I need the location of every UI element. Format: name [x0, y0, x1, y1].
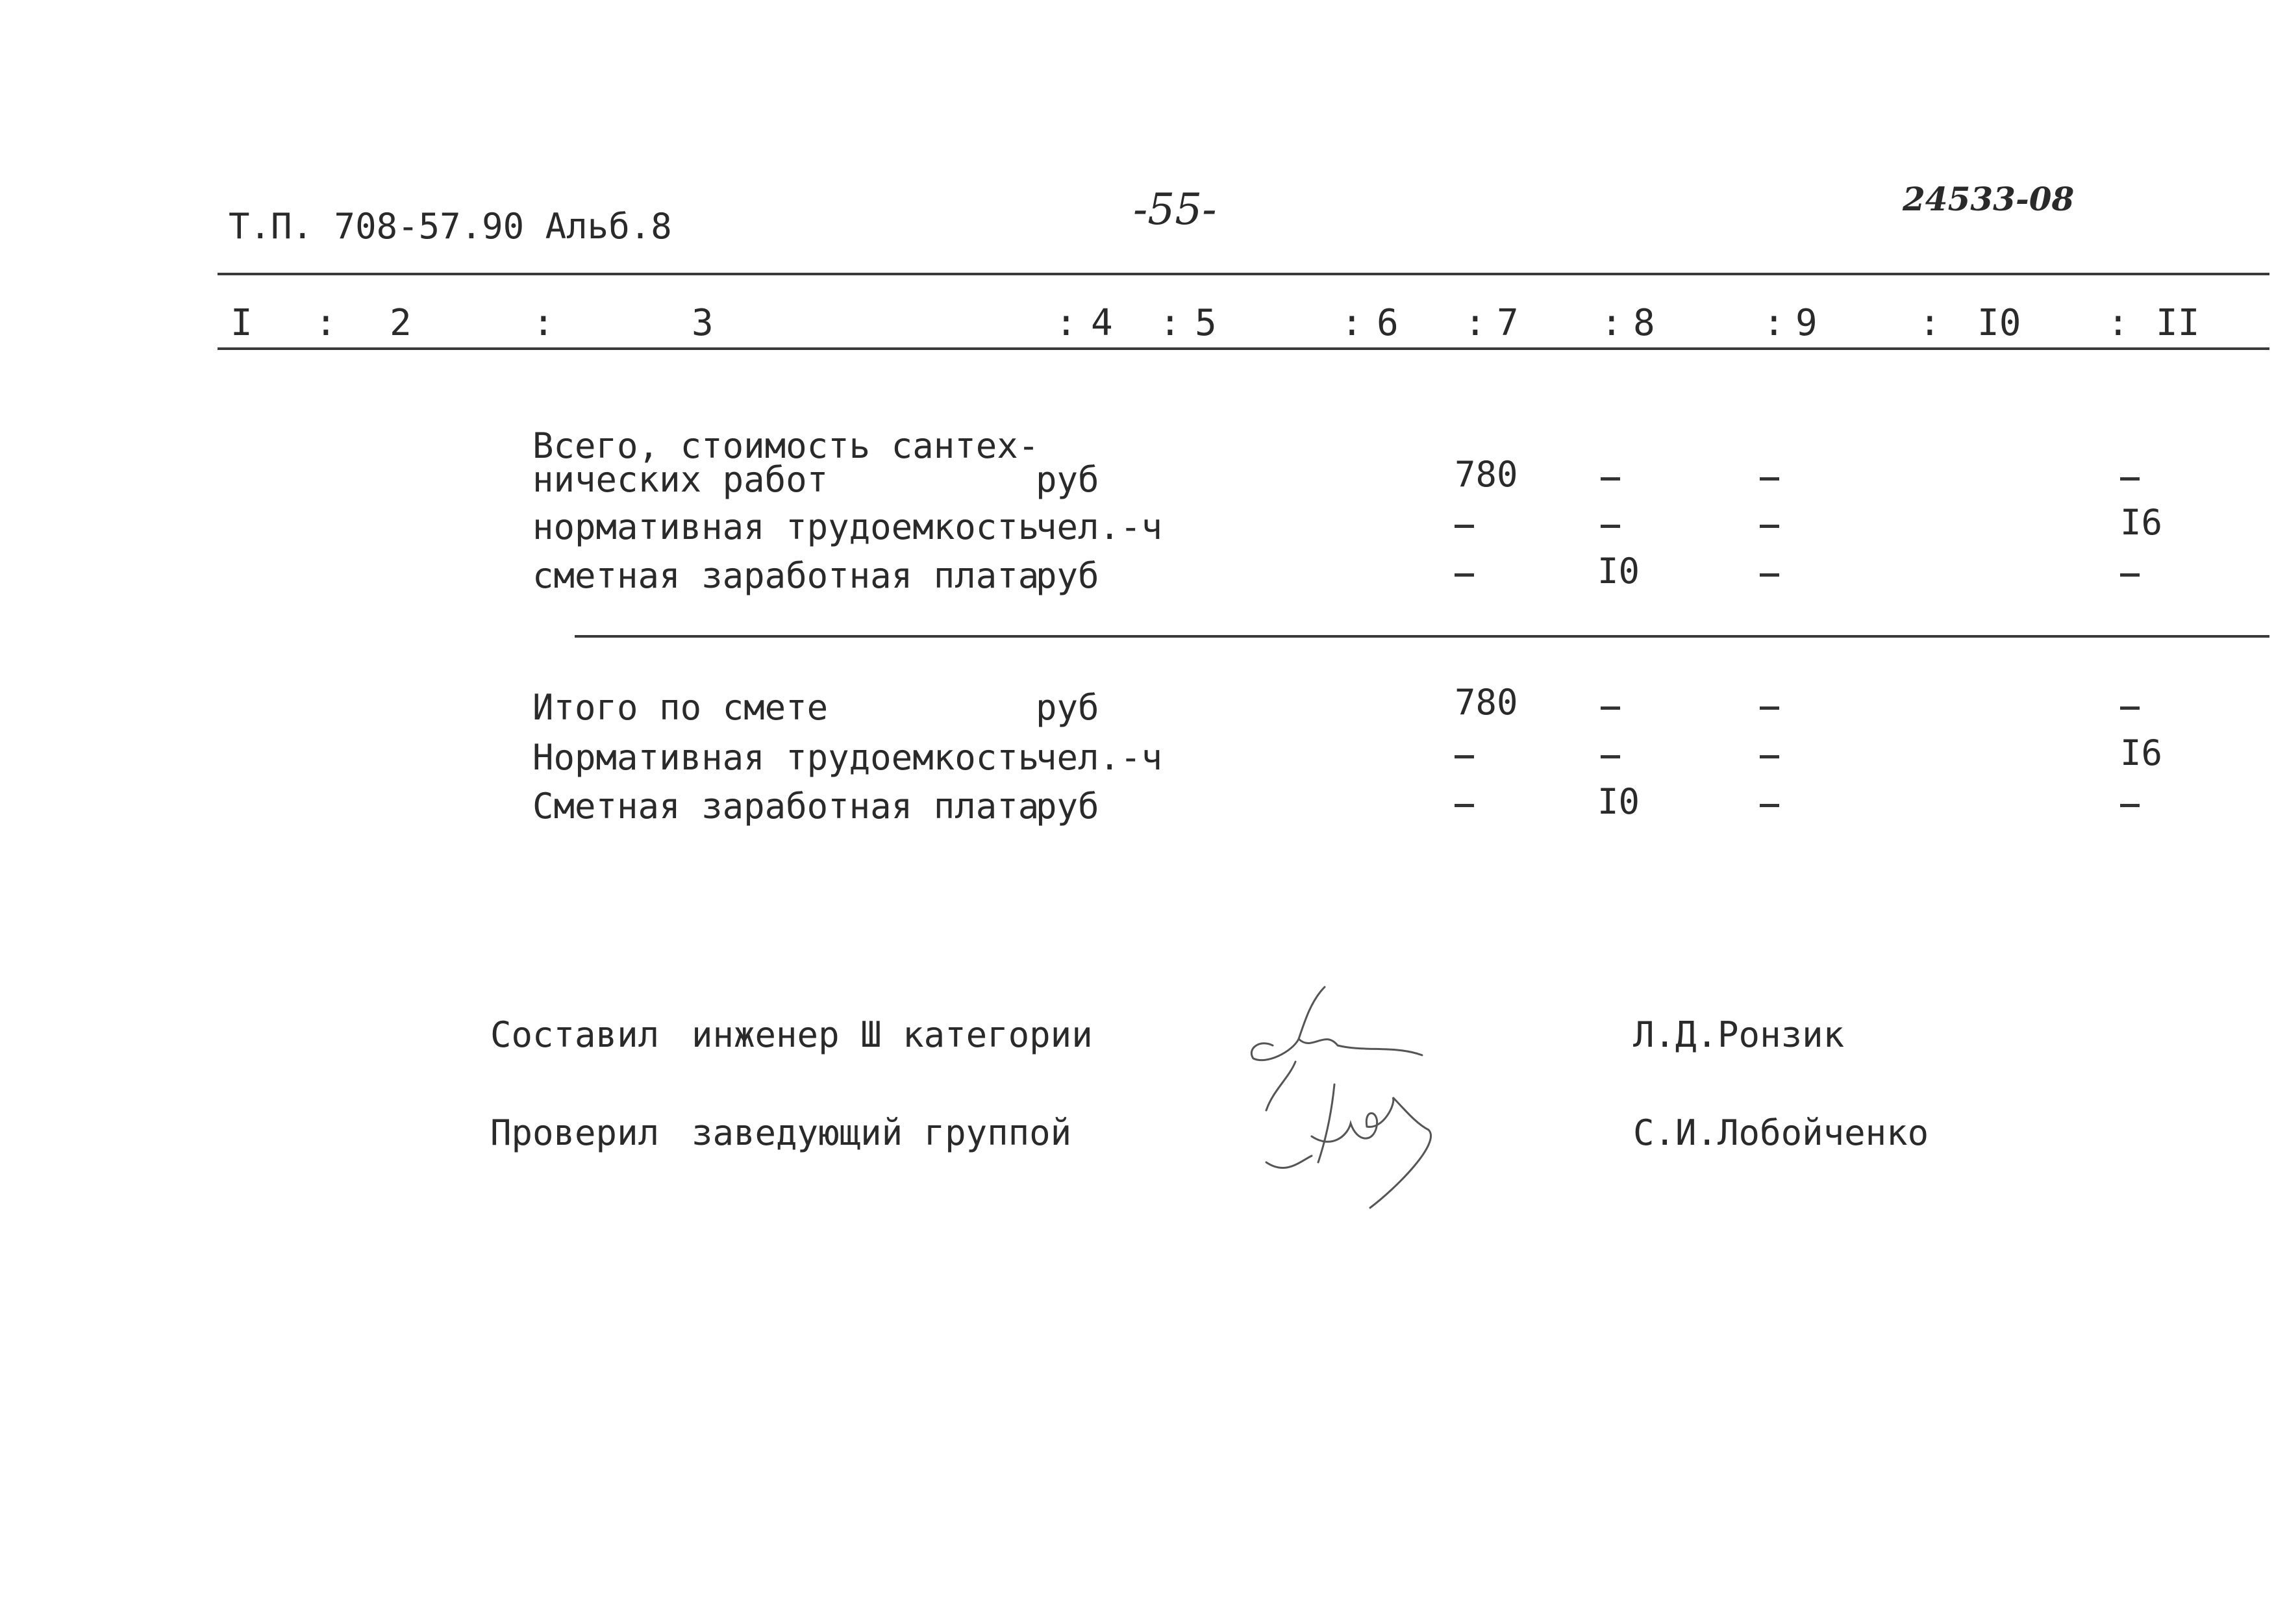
row-label: Нормативная трудоемкость — [532, 737, 1040, 778]
row-unit: чел.-ч — [1036, 506, 1163, 547]
row-label: сметная заработная плата — [532, 555, 1040, 596]
page-number: -55- — [1133, 184, 1217, 234]
cell-col11: I6 — [2120, 732, 2163, 773]
cell-col9-dash — [1760, 804, 1779, 807]
cell-col7-dash — [1455, 755, 1474, 758]
document-reference: Т.П. 708-57.90 Альб.8 — [229, 206, 672, 247]
column-number: 3 — [692, 302, 714, 344]
cell-col9-dash — [1760, 573, 1779, 577]
cell-col7-dash — [1455, 525, 1474, 528]
compiled-name: Л.Д.Ронзик — [1633, 1014, 1845, 1055]
cell-col9-dash — [1760, 477, 1779, 481]
column-separator: : — [2107, 302, 2129, 344]
compiled-role: инженер Ш категории — [692, 1014, 1093, 1055]
cell-col7-dash — [1455, 573, 1474, 577]
cell-col7: 780 — [1455, 682, 1518, 723]
section-divider — [575, 635, 2269, 638]
cell-col7: 780 — [1455, 454, 1518, 495]
row-unit: руб — [1036, 786, 1099, 827]
column-separator: : — [1341, 302, 1363, 344]
column-separator: : — [1919, 302, 1941, 344]
cell-col8-dash — [1601, 706, 1620, 710]
column-separator: : — [1159, 302, 1181, 344]
cell-col9-dash — [1760, 706, 1779, 710]
column-number: 4 — [1091, 302, 1113, 344]
column-number: 7 — [1497, 302, 1519, 344]
row-unit: руб — [1036, 555, 1099, 596]
cell-col8-dash — [1601, 525, 1620, 528]
column-number: 8 — [1633, 302, 1655, 344]
column-separator: : — [1464, 302, 1486, 344]
cell-col11: I6 — [2120, 502, 2163, 543]
compiled-label: Составил — [490, 1014, 660, 1055]
column-number: I0 — [1977, 302, 2021, 344]
document-code: 24533-08 — [1903, 180, 2075, 218]
column-separator: : — [1763, 302, 1785, 344]
column-number: 2 — [390, 302, 412, 344]
checked-name: С.И.Лобойченко — [1633, 1112, 1929, 1153]
column-number: 9 — [1795, 302, 1818, 344]
checked-label: Проверил — [490, 1112, 660, 1153]
column-separator: : — [315, 302, 337, 344]
handwritten-signatures — [1234, 968, 1558, 1227]
cell-col8: I0 — [1597, 551, 1640, 592]
row-unit: руб — [1036, 687, 1099, 728]
row-label: Всего, стоимость сантех- — [532, 425, 1040, 466]
row-label: нических работ — [532, 459, 829, 500]
column-separator: : — [1055, 302, 1077, 344]
cell-col11-dash — [2120, 706, 2140, 710]
row-label: нормативная трудоемкость — [532, 506, 1040, 547]
column-number: 6 — [1377, 302, 1399, 344]
header-bottom-rule — [218, 347, 2269, 350]
cell-col7-dash — [1455, 804, 1474, 807]
column-separator: : — [1601, 302, 1623, 344]
checked-role: заведующий группой — [692, 1112, 1072, 1153]
row-label: Сметная заработная плата — [532, 786, 1040, 827]
row-label: Итого по смете — [532, 687, 829, 728]
cell-col8-dash — [1601, 477, 1620, 481]
header-top-rule — [218, 273, 2269, 275]
cell-col11-dash — [2120, 477, 2140, 481]
cell-col8: I0 — [1597, 781, 1640, 822]
column-number: II — [2156, 302, 2200, 344]
row-unit: чел.-ч — [1036, 737, 1163, 778]
column-number: 5 — [1195, 302, 1217, 344]
cell-col11-dash — [2120, 573, 2140, 577]
cell-col8-dash — [1601, 755, 1620, 758]
cell-col9-dash — [1760, 755, 1779, 758]
column-separator: : — [532, 302, 555, 344]
cell-col9-dash — [1760, 525, 1779, 528]
column-number: I — [231, 302, 253, 344]
cell-col11-dash — [2120, 804, 2140, 807]
row-unit: руб — [1036, 459, 1099, 500]
